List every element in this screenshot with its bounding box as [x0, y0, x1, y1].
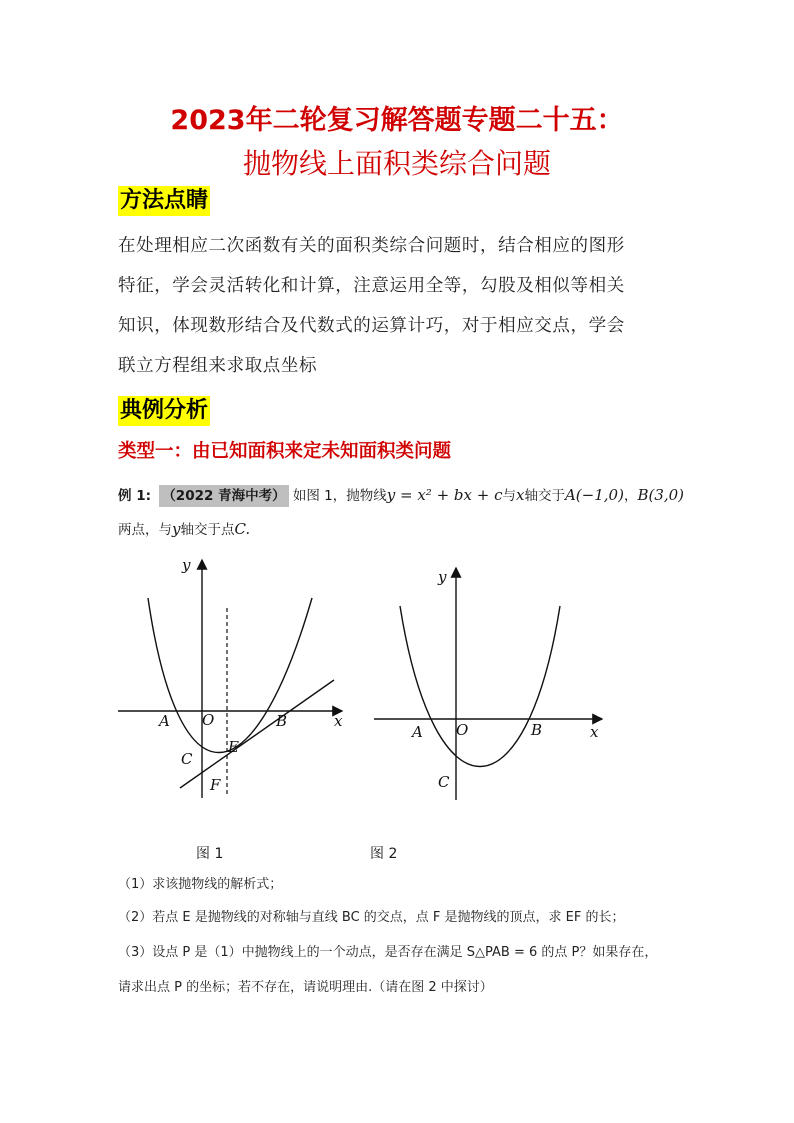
label-c: C — [181, 750, 193, 768]
question-3-cont: 请求出点 P 的坐标；若不存在，请说明理由.（请在图 2 中探讨） — [118, 980, 493, 995]
label-a: A — [159, 712, 170, 730]
method-line: 特征，学会灵活转化和计算，注意运用全等，勾股及相似等相关 — [118, 276, 625, 296]
figure-2 — [370, 562, 610, 802]
example-1 — [118, 479, 684, 547]
line-bc — [180, 680, 334, 788]
question-1: （1）求该抛物线的解析式； — [118, 877, 283, 892]
example-label: 例 1: — [118, 488, 151, 504]
point-b: B(3,0) — [637, 486, 685, 504]
label-x: x — [590, 723, 599, 741]
figure-2-caption: 图 2 — [370, 846, 398, 862]
type-heading: 类型一：由已知面积来定未知面积类问题 — [118, 441, 452, 462]
method-line: 联立方程组来求取点坐标 — [118, 356, 318, 376]
example-text: 与 — [502, 488, 516, 504]
figure-1 — [112, 552, 364, 804]
example-text: 轴交于点 — [180, 522, 235, 538]
label-y: y — [438, 568, 447, 586]
label-c: C — [438, 773, 450, 791]
label-x: x — [334, 712, 343, 730]
label-a: A — [412, 723, 423, 741]
method-paragraph — [118, 226, 684, 386]
label-f: F — [210, 776, 221, 794]
parabola — [400, 606, 560, 767]
separator: ， — [623, 488, 638, 504]
title-line-2: 抛物线上面积类综合问题 — [242, 147, 551, 180]
examples-heading: 典例分析 — [118, 396, 210, 426]
formula: y = x² + bx + c — [386, 486, 503, 504]
example-text: 两点，与 — [118, 522, 172, 538]
figure-1-caption: 图 1 — [196, 846, 224, 862]
variable: x — [516, 486, 525, 504]
example-text: 如图 1，抛物线 — [292, 488, 387, 504]
point-a: A(−1,0) — [564, 486, 624, 504]
point-c: C. — [234, 520, 251, 538]
parabola — [148, 598, 312, 753]
question-2: （2）若点 E 是抛物线的对称轴与直线 BC 的交点，点 F 是抛物线的顶点，求 EF 的长； — [118, 910, 625, 925]
method-heading: 方法点睛 — [118, 186, 210, 216]
label-o: O — [456, 721, 469, 739]
label-o: O — [202, 711, 215, 729]
example-text: 轴交于 — [524, 488, 565, 504]
title-line-1: 2023年二轮复习解答题专题二十五： — [170, 105, 624, 136]
label-b: B — [276, 712, 288, 730]
method-line: 在处理相应二次函数有关的面积类综合问题时，结合相应的图形 — [118, 236, 625, 256]
variable: y — [172, 520, 181, 538]
label-y: y — [182, 556, 191, 574]
label-e: E — [228, 738, 239, 756]
method-line: 知识，体现数形结合及代数式的运算计巧，对于相应交点，学会 — [118, 316, 625, 336]
question-3: （3）设点 P 是（1）中抛物线上的一个动点，是否存在满足 S△PAB = 6 的点 P？如果存在， — [118, 945, 658, 960]
source-tag: （2022 青海中考） — [159, 485, 288, 507]
label-b: B — [531, 721, 543, 739]
